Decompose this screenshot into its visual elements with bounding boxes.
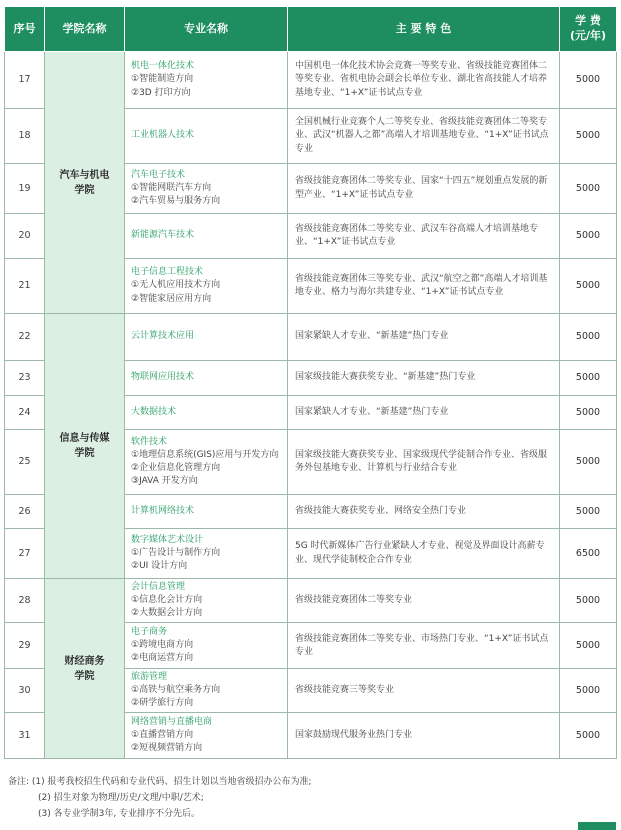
major-name: 工业机器人技术 (131, 130, 195, 141)
features-cell: 省级技能竞赛团体二等奖专业、国家“十四五”规划重点发展的新型产业、“1+X”证书试点专业 (288, 164, 560, 214)
major-direction: ①智能制造方向 (131, 74, 194, 85)
row-number: 26 (5, 495, 45, 529)
major-direction: ②企业信息化管理方向 (131, 463, 221, 473)
major-direction: ①地理信息系统(GIS)应用与开发方向 (131, 449, 279, 460)
major-name: 机电一体化技术 (131, 61, 195, 72)
fee-cell: 6500 (560, 529, 617, 579)
fee-cell: 5000 (560, 579, 617, 623)
major-cell (125, 314, 288, 361)
fee-cell: 5000 (560, 52, 617, 109)
major-cell (125, 713, 288, 759)
fee-cell: 5000 (560, 669, 617, 713)
fee-cell: 5000 (560, 713, 617, 759)
college-name-line2: 学院 (74, 448, 95, 459)
major-cell (125, 109, 288, 164)
major-direction: ①广告设计与制作方向 (131, 547, 221, 558)
major-direction: ②大数据会计方向 (131, 608, 203, 619)
major-direction: ①无人机应用技术方向 (131, 280, 221, 291)
major-cell (125, 579, 288, 623)
major-name: 汽车电子技术 (131, 169, 186, 180)
row-number: 27 (5, 529, 45, 579)
note-line-3: (3) 各专业学制3年, 专业排序不分先后。 (38, 808, 201, 819)
major-direction: ②电商运营方向 (131, 653, 194, 664)
features-cell: 国家紧缺人才专业、“新基建”热门专业 (288, 314, 560, 361)
row-number: 29 (5, 623, 45, 669)
header-fee (560, 7, 617, 52)
major-direction: ②短视频营销方向 (131, 743, 203, 754)
table-row (5, 579, 617, 623)
row-number: 31 (5, 713, 45, 759)
college-name-line1: 汽车与机电 (59, 169, 110, 181)
row-number: 22 (5, 314, 45, 361)
row-number: 21 (5, 259, 45, 314)
features-cell: 国家级技能大赛获奖专业、国家级现代学徒制合作专业、省级服务外包基地专业、计算机与行业结合专业 (288, 430, 560, 495)
college-name-line2: 学院 (74, 670, 95, 682)
features-cell: 省级技能竞赛团体三等奖专业、武汉“航空之都”高端人才培训基地专业、格力与海尔共建专业、“1+X”证书试点专业 (288, 259, 560, 314)
table-body (5, 52, 617, 759)
major-name: 计算机网络技术 (131, 505, 195, 516)
row-number: 18 (5, 109, 45, 164)
major-direction: ②UI 设计方向 (131, 561, 188, 572)
header-fee-line1: 学 费 (575, 14, 601, 28)
major-direction: ①高铁与航空乘务方向 (131, 685, 221, 696)
college-name-cell (45, 52, 125, 314)
major-cell (125, 259, 288, 314)
features-cell: 国家级技能大赛获奖专业、“新基建”热门专业 (288, 361, 560, 396)
major-name: 新能源汽车技术 (131, 230, 195, 241)
features-cell: 全国机械行业竞赛个人二等奖专业、省级技能竞赛团体二等奖专业、武汉“机器人之都”高端人才培训基地专业、“1+X”证书试点专业 (288, 109, 560, 164)
major-direction: ②3D 打印方向 (131, 87, 191, 98)
row-number: 17 (5, 52, 45, 109)
features-cell: 国家鼓励现代服务业热门专业 (288, 713, 560, 759)
college-name-line2: 学院 (74, 184, 95, 196)
major-cell (125, 214, 288, 259)
table-row (5, 314, 617, 361)
header-no: 序号 (5, 7, 45, 52)
fee-cell: 5000 (560, 259, 617, 314)
major-direction: ①信息化会计方向 (131, 595, 203, 606)
major-name: 网络营销与直播电商 (131, 717, 213, 728)
major-cell (125, 669, 288, 713)
fee-cell: 5000 (560, 109, 617, 164)
fee-cell: 5000 (560, 361, 617, 396)
major-direction: ①直播营销方向 (131, 730, 194, 741)
college-name-line1: 财经商务 (64, 655, 105, 667)
major-cell (125, 52, 288, 109)
row-number: 24 (5, 396, 45, 430)
major-direction: ①智能网联汽车方向 (131, 182, 212, 193)
major-cell (125, 361, 288, 396)
college-name-line1: 信息与传媒 (59, 433, 110, 444)
major-direction: ②智能家居应用方向 (131, 293, 212, 304)
college-name-cell (45, 314, 125, 579)
features-cell: 省级技能竞赛三等奖专业 (288, 669, 560, 713)
table-header-row (5, 7, 617, 52)
notes (8, 775, 608, 822)
major-cell (125, 430, 288, 495)
major-name: 旅游管理 (131, 672, 168, 683)
features-cell: 省级技能大赛获奖专业、网络安全热门专业 (288, 495, 560, 529)
major-direction: ③JAVA 开发方向 (131, 476, 198, 487)
features-cell: 国家紧缺人才专业、“新基建”热门专业 (288, 396, 560, 430)
major-name: 电子商务 (131, 627, 168, 638)
major-cell (125, 529, 288, 579)
features-cell: 省级技能竞赛团体二等奖专业 (288, 579, 560, 623)
header-major: 专业名称 (125, 7, 288, 52)
row-number: 30 (5, 669, 45, 713)
major-cell (125, 495, 288, 529)
major-name: 云计算技术应用 (131, 331, 195, 342)
header-college: 学院名称 (45, 7, 125, 52)
major-direction: ②汽车贸易与服务方向 (131, 196, 221, 207)
row-number: 20 (5, 214, 45, 259)
major-cell (125, 396, 288, 430)
college-name-cell (45, 579, 125, 759)
note-line-1: 备注: (1) 报考我校招生代码和专业代码、招生计划以当地省级招办公布为准; (8, 777, 312, 787)
major-name: 大数据技术 (131, 406, 177, 417)
row-number: 19 (5, 164, 45, 214)
fee-cell: 5000 (560, 214, 617, 259)
fee-cell: 5000 (560, 495, 617, 529)
major-cell (125, 623, 288, 669)
features-cell: 省级技能竞赛团体二等奖专业、武汉车谷高端人才培训基地专业、“1+X”证书试点专业 (288, 214, 560, 259)
major-name: 软件技术 (131, 436, 168, 447)
note-line-2: (2) 招生对象为物理/历史/文理/中职/艺术; (38, 792, 204, 803)
row-number: 23 (5, 361, 45, 396)
corner-accent-bar (578, 822, 616, 830)
fee-cell: 5000 (560, 396, 617, 430)
major-direction: ②研学旅行方向 (131, 698, 194, 709)
fee-cell: 5000 (560, 623, 617, 669)
major-name: 电子信息工程技术 (131, 267, 204, 278)
header-features: 主 要 特 色 (288, 7, 560, 52)
features-cell: 5G 时代新媒体广告行业紧缺人才专业、视觉及界面设计高薪专业、现代学徒制校企合作专业 (288, 529, 560, 579)
major-name: 会计信息管理 (131, 582, 186, 592)
features-cell: 中国机电一体化技术协会竞赛一等奖专业、省级技能竞赛团体二等奖专业、省机电协会副会长单位专业、湖北省高技能人才培养基地专业、“1+X”证书试点专业 (288, 52, 560, 109)
major-name: 物联网应用技术 (131, 372, 195, 383)
major-name: 数字媒体艺术设计 (131, 534, 204, 545)
fee-cell: 5000 (560, 314, 617, 361)
majors-table (4, 6, 617, 759)
major-direction: ①跨境电商方向 (131, 640, 194, 651)
table-row (5, 52, 617, 109)
header-fee-line2: (元/年) (569, 29, 607, 42)
features-cell: 省级技能竞赛团体二等奖专业、市场热门专业、“1+X”证书试点专业 (288, 623, 560, 669)
major-cell (125, 164, 288, 214)
fee-cell: 5000 (560, 430, 617, 495)
fee-cell: 5000 (560, 164, 617, 214)
row-number: 28 (5, 579, 45, 623)
row-number: 25 (5, 430, 45, 495)
